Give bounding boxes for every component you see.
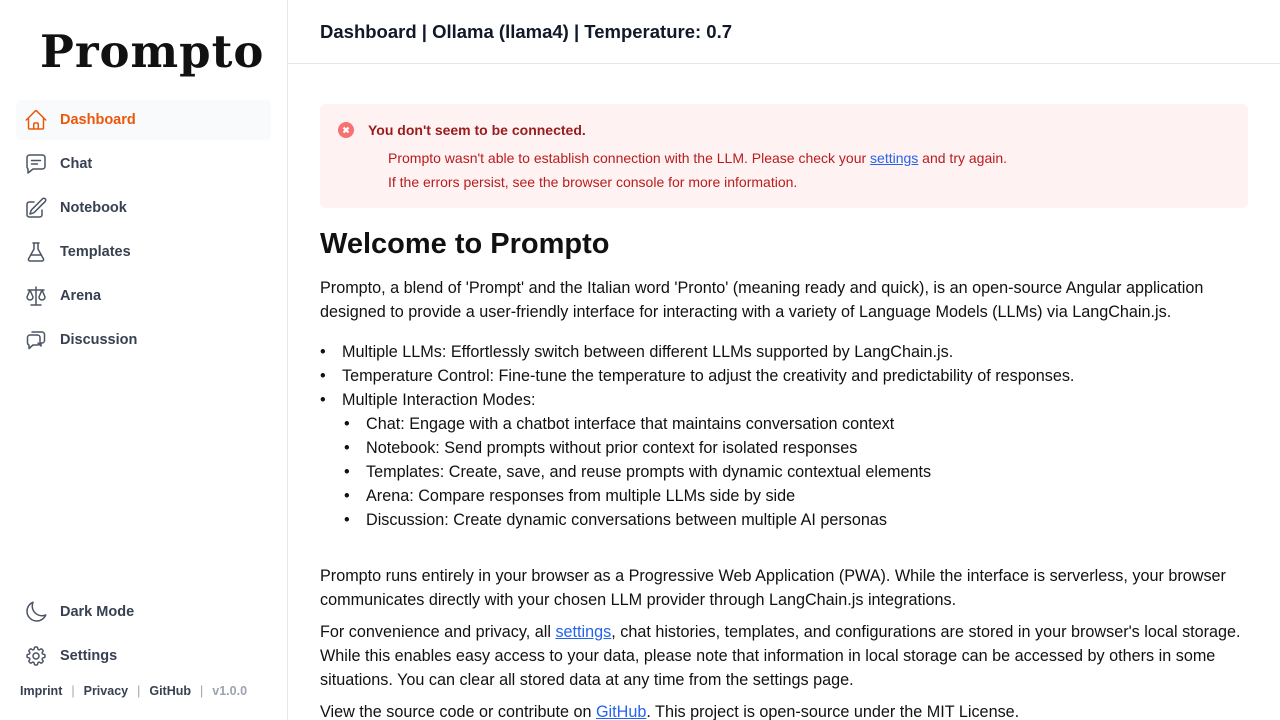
alert-text: and try again. (918, 150, 1008, 166)
sidebar-item-label: Arena (60, 288, 102, 304)
divider: | (71, 684, 75, 698)
beaker-icon (24, 240, 48, 264)
sidebar-item-dashboard[interactable] (16, 100, 271, 140)
paragraph-text: , chat histories, templates, and configurations are stored in your browser's local storage. While this enables easy access to your data, please note that information in local storage can be accessed by others in some situations. You can clear all stored data at any time from the settings page. (320, 623, 1241, 689)
divider: | (200, 684, 204, 698)
settings-link[interactable]: settings (555, 623, 612, 641)
gear-icon (24, 644, 48, 668)
intro-paragraph: Prompto, a blend of 'Prompt' and the Italian word 'Pronto' (meaning ready and quick), is an open-source Angular application designed to provide a user-friendly interface for interacting with a variety of Language Models (LLMs) via LangChain.js. (320, 279, 1204, 321)
alert-settings-link[interactable]: settings (870, 150, 919, 166)
source-paragraph (320, 700, 1248, 720)
page-title: Dashboard | Ollama (llama4) | Temperature: 0.7 (320, 20, 733, 42)
sidebar-item-arena[interactable] (16, 276, 271, 316)
x-circle-icon (338, 122, 354, 138)
list-item: • Temperature Control: Fine-tune the temperature to adjust the creativity and predictability of responses. (320, 364, 1074, 388)
sidebar (0, 0, 288, 720)
sidebar-item-label: Chat (60, 156, 93, 172)
paragraph-text: For convenience and privacy, all (320, 623, 556, 641)
sidebar-item-label: Settings (60, 648, 118, 664)
dark-mode-toggle[interactable] (16, 592, 271, 632)
alert-text: Prompto wasn't able to establish connection with the LLM. Please check your (388, 150, 871, 166)
github-link[interactable]: GitHub (595, 703, 647, 720)
list-item (320, 388, 1074, 532)
feature-list (320, 340, 1074, 532)
sidebar-item-label: Templates (60, 244, 131, 260)
chat-icon (24, 152, 48, 176)
list-item: • Arena: Compare responses from multiple LLMs side by side (342, 484, 1074, 508)
connection-error-alert (320, 104, 1248, 208)
sidebar-item-discussion[interactable] (16, 320, 271, 360)
paragraph-text: View the source code or contribute on (320, 703, 596, 720)
page-header (288, 0, 1280, 64)
alert-hint: If the errors persist, see the browser console for more information. (388, 174, 798, 190)
dark-mode-label: Dark Mode (60, 604, 135, 620)
sidebar-bottom (16, 592, 271, 680)
version-label: v1.0.0 (212, 684, 248, 698)
paragraph-text: . This project is open-source under the MIT License. (646, 703, 1020, 720)
pencil-square-icon (24, 196, 48, 220)
sidebar-item-chat[interactable] (16, 144, 271, 184)
main-content (320, 104, 1248, 720)
scale-icon (24, 284, 48, 308)
mode-list (342, 412, 1074, 532)
sidebar-nav (16, 100, 271, 364)
sidebar-item-notebook[interactable] (16, 188, 271, 228)
imprint-link[interactable]: Imprint (20, 684, 63, 698)
chat-bubbles-icon (24, 328, 48, 352)
divider: | (137, 684, 141, 698)
list-item: • Discussion: Create dynamic conversations between multiple AI personas (342, 508, 1074, 532)
github-link[interactable]: GitHub (149, 684, 192, 698)
list-item: • Multiple LLMs: Effortlessly switch between different LLMs supported by LangChain.js. (320, 340, 1074, 364)
sidebar-item-label: Discussion (60, 332, 138, 348)
app-logo[interactable]: Prompto (40, 25, 265, 78)
list-item-text: Multiple Interaction Modes: (342, 391, 536, 409)
welcome-heading: Welcome to Prompto (320, 228, 610, 260)
storage-paragraph (320, 620, 1248, 692)
sidebar-item-settings[interactable] (16, 636, 271, 676)
sidebar-footer (20, 684, 247, 698)
home-icon (24, 108, 48, 132)
alert-message (388, 150, 1007, 166)
pwa-paragraph: Prompto runs entirely in your browser as a Progressive Web Application (PWA). While the interface is serverless, your browser communicates directly with your chosen LLM provider through LangChain.js integrations. (320, 567, 1226, 609)
privacy-link[interactable]: Privacy (83, 684, 129, 698)
sidebar-item-label: Dashboard (60, 112, 136, 128)
sidebar-item-templates[interactable] (16, 232, 271, 272)
list-item: • Templates: Create, save, and reuse prompts with dynamic contextual elements (342, 460, 1074, 484)
list-item: • Chat: Engage with a chatbot interface that maintains conversation context (342, 412, 1074, 436)
sidebar-item-label: Notebook (60, 200, 127, 216)
list-item: • Notebook: Send prompts without prior context for isolated responses (342, 436, 1074, 460)
moon-icon (24, 600, 48, 624)
alert-title: You don't seem to be connected. (368, 122, 586, 138)
